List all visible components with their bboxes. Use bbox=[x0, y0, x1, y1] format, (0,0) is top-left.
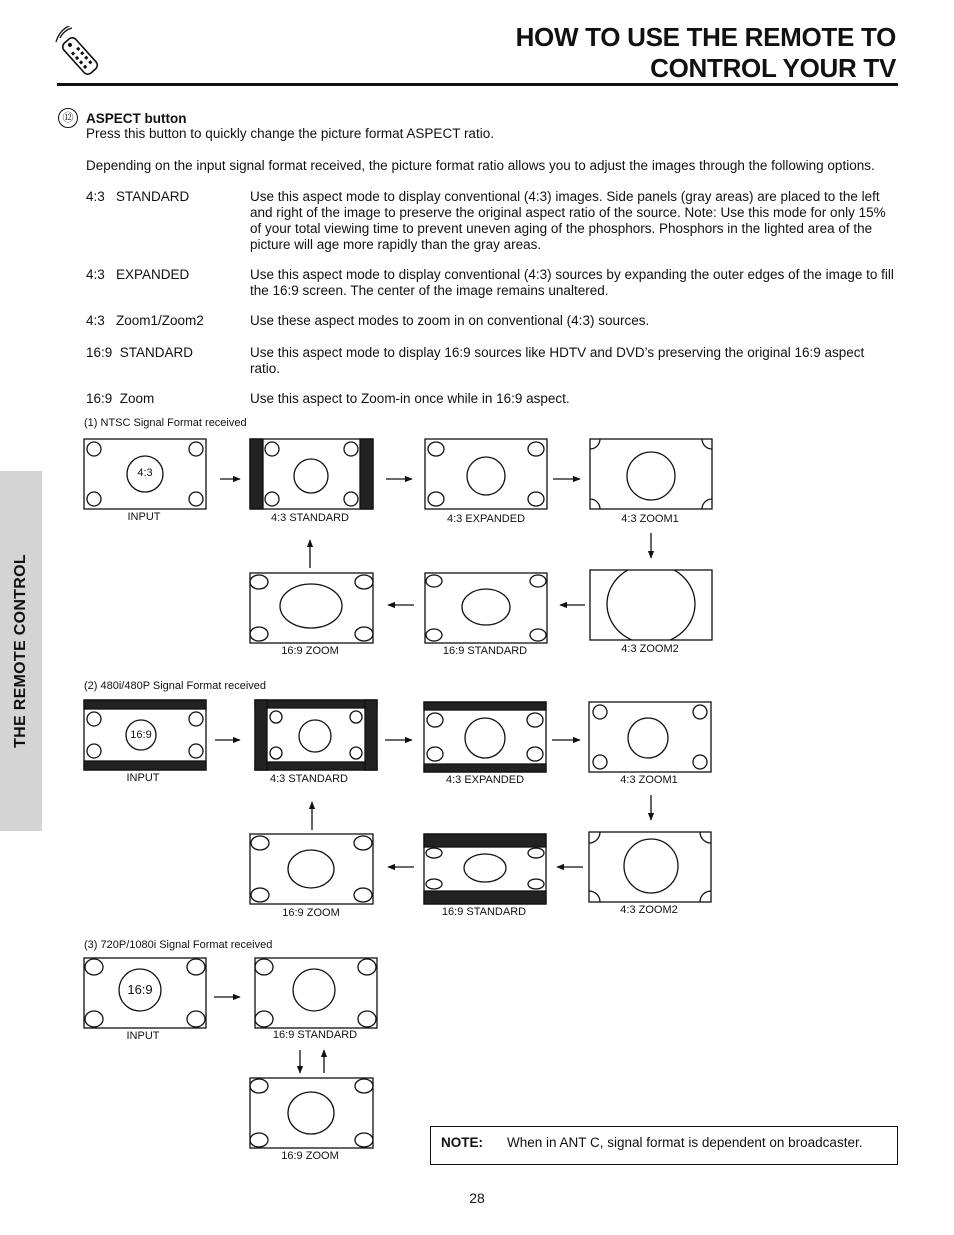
aspect-paragraph: Depending on the input signal format received, the picture format ratio allows you to adjust the images through the following options. bbox=[86, 158, 875, 173]
aspect-title: ASPECT button bbox=[86, 111, 187, 126]
option-label: 4:3 STANDARD bbox=[86, 189, 190, 204]
screen-43-standard bbox=[255, 700, 377, 770]
caption-input: INPUT bbox=[126, 772, 160, 784]
aspect-line1: Press this button to quickly change the picture format ASPECT ratio. bbox=[86, 126, 494, 141]
option-label: 4:3 EXPANDED bbox=[86, 267, 190, 282]
caption-169-standard: 16:9 STANDARD bbox=[272, 1029, 358, 1041]
screen-43-zoom2 bbox=[590, 564, 712, 644]
screen-43-zoom1 bbox=[590, 439, 712, 509]
screen-169-zoom bbox=[250, 573, 373, 643]
caption-169-standard: 16:9 STANDARD bbox=[441, 906, 527, 918]
screen-43-zoom1 bbox=[589, 702, 711, 772]
screen-badge: 16:9 bbox=[127, 982, 153, 997]
caption-43-standard: 4:3 STANDARD bbox=[269, 773, 349, 785]
caption-169-standard: 16:9 STANDARD bbox=[442, 645, 528, 657]
option-desc: Use this aspect mode to display 16:9 sources like HDTV and DVD’s preserving the original 16:9 aspect ratio. bbox=[250, 345, 865, 376]
option-desc: Use this aspect mode to display conventional (4:3) sources by expanding the outer edges of the image to fill the 16:9 screen. The center of the image remains unaltered. bbox=[250, 267, 894, 298]
option-desc: Use these aspect modes to zoom in on conventional (4:3) sources. bbox=[250, 313, 650, 328]
screen-169-zoom bbox=[250, 834, 373, 904]
caption-43-expanded: 4:3 EXPANDED bbox=[446, 513, 526, 525]
caption-43-zoom1: 4:3 ZOOM1 bbox=[621, 513, 679, 525]
caption-43-zoom1: 4:3 ZOOM1 bbox=[620, 774, 678, 786]
section-title: (2) 480i/480P Signal Format received bbox=[84, 680, 267, 692]
caption-input: INPUT bbox=[127, 511, 161, 523]
option-desc: Use this aspect mode to display conventional (4:3) images. Side panels (gray areas) are placed to the left and right of the image to preserve the original aspect ratio of the source. Note: Use this mode for only 15% of your total viewing time to prevent uneven aging of the phosphors. Phosphors in the lighted area of the picture will age more rapidly than the gray areas. bbox=[250, 189, 886, 252]
option-label: 16:9 STANDARD bbox=[86, 345, 194, 360]
caption-43-zoom2: 4:3 ZOOM2 bbox=[621, 643, 679, 655]
screen-43-standard bbox=[250, 439, 373, 509]
screen-169-zoom bbox=[250, 1078, 373, 1148]
option-label: 16:9 Zoom bbox=[86, 391, 155, 406]
caption-169-zoom: 16:9 ZOOM bbox=[282, 907, 340, 919]
section-title: (3) 720P/1080i Signal Format received bbox=[84, 939, 273, 951]
screen-badge: 16:9 bbox=[130, 729, 152, 741]
screen-badge: 4:3 bbox=[137, 467, 153, 479]
page-title: HOW TO USE THE REMOTE TO CONTROL YOUR TV bbox=[515, 22, 896, 83]
caption-43-standard: 4:3 STANDARD bbox=[270, 512, 350, 524]
section-title: (1) NTSC Signal Format received bbox=[84, 417, 247, 429]
note-label: NOTE: bbox=[441, 1135, 483, 1150]
option-desc: Use this aspect to Zoom-in once while in 16:9 aspect. bbox=[250, 391, 570, 406]
screen-169-standard bbox=[424, 834, 546, 904]
screen-43-zoom2 bbox=[589, 832, 711, 902]
side-tab-label: THE REMOTE CONTROL bbox=[12, 554, 29, 748]
screen-43-expanded bbox=[424, 702, 546, 772]
note-box bbox=[430, 1126, 898, 1165]
caption-169-zoom: 16:9 ZOOM bbox=[281, 1150, 339, 1162]
note-text: When in ANT C, signal format is dependent on broadcaster. bbox=[507, 1135, 863, 1150]
caption-43-expanded: 4:3 EXPANDED bbox=[445, 774, 525, 786]
screen-169-standard bbox=[425, 573, 547, 643]
item-number-badge: ⑫ bbox=[58, 108, 78, 128]
caption-43-zoom2: 4:3 ZOOM2 bbox=[620, 904, 678, 916]
screen-43-expanded bbox=[425, 439, 547, 509]
caption-169-zoom: 16:9 ZOOM bbox=[281, 645, 339, 657]
caption-input: INPUT bbox=[126, 1030, 160, 1042]
screen-169-standard bbox=[255, 958, 377, 1028]
option-label: 4:3 Zoom1/Zoom2 bbox=[86, 313, 204, 328]
page-number: 28 bbox=[469, 1190, 485, 1206]
